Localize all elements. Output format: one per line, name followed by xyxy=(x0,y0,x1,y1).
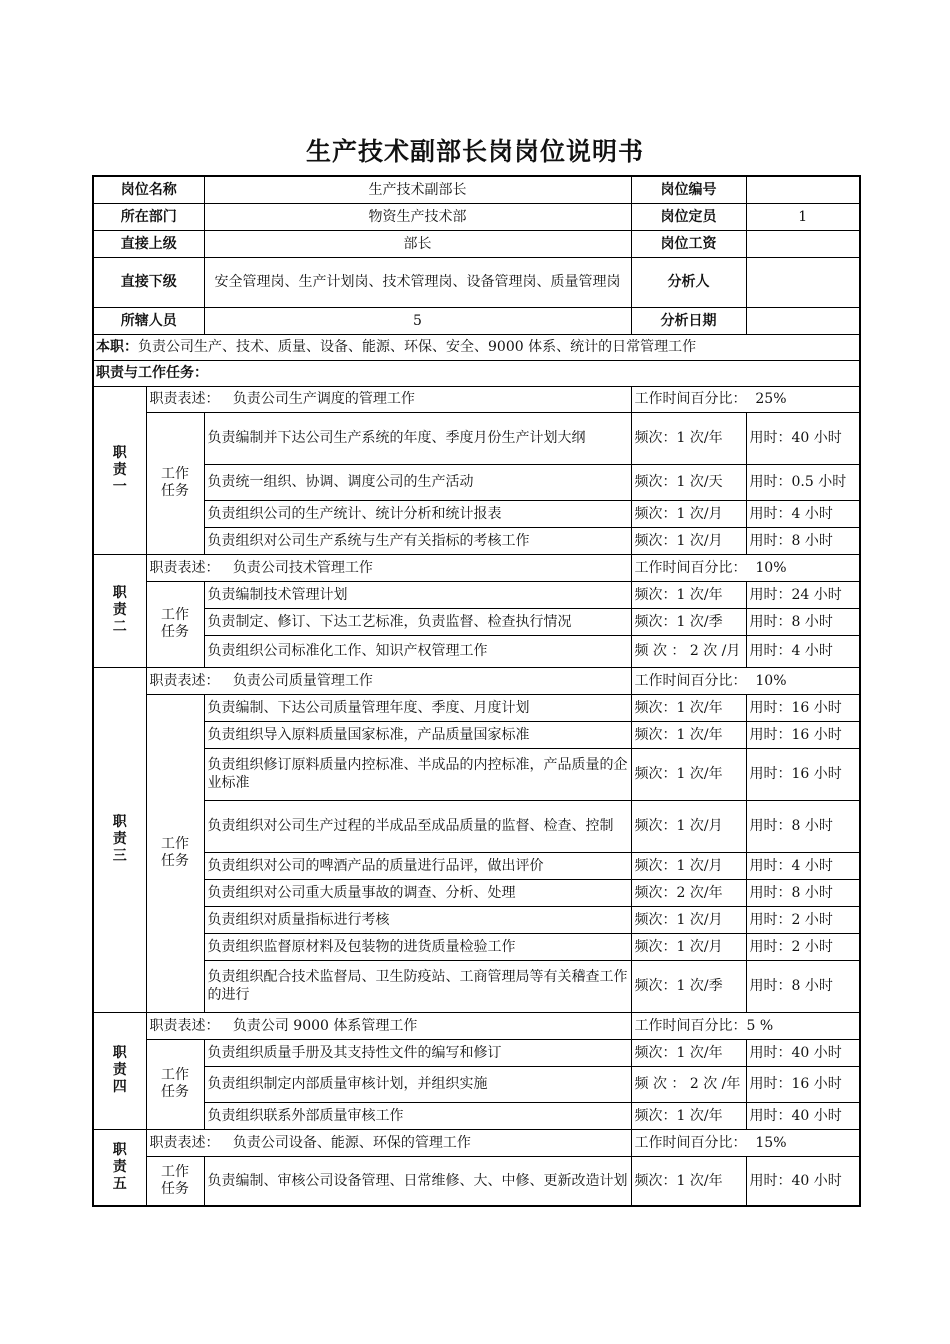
analysis-date-label: 分析日期 xyxy=(631,307,746,334)
task-frequency: 频次：1 次/年 xyxy=(631,694,746,721)
task-row xyxy=(93,464,860,500)
page-title: 生产技术副部长岗岗位说明书 xyxy=(305,137,644,166)
task-frequency: 频次：1 次/年 xyxy=(631,1156,746,1206)
duty-desc-row xyxy=(93,386,860,412)
task-text: 负责组织监督原材料及包装物的进货质量检验工作 xyxy=(204,933,631,960)
position-code-label: 岗位编号 xyxy=(631,176,746,203)
duty-label: 职 责 一 xyxy=(93,386,146,554)
task-text: 负责组织对质量指标进行考核 xyxy=(204,906,631,933)
task-text: 负责组织对公司生产过程的半成品至成品质量的监督、检查、控制 xyxy=(204,800,631,852)
duties-header: 职责与工作任务： xyxy=(96,365,208,381)
duty-desc: 职责表述： 负责公司技术管理工作 xyxy=(146,554,631,581)
task-hours: 用时：8 小时 xyxy=(746,527,860,554)
duties-header-cell xyxy=(93,360,860,386)
task-row xyxy=(93,1039,860,1066)
duty-desc: 职责表述： 负责公司 9000 体系管理工作 xyxy=(146,1012,631,1039)
task-text: 负责组织导入原料质量国家标准，产品质量国家标准 xyxy=(204,721,631,748)
task-hours: 用时：8 小时 xyxy=(746,800,860,852)
task-row xyxy=(93,608,860,635)
row-role xyxy=(93,334,860,360)
duty-time-percent: 工作时间百分比： 10% xyxy=(631,554,860,581)
task-row xyxy=(93,1102,860,1129)
task-text: 负责组织联系外部质量审核工作 xyxy=(204,1102,631,1129)
task-text: 负责组织制定内部质量审核计划，并组织实施 xyxy=(204,1066,631,1102)
task-label: 工作任务 xyxy=(146,1039,204,1129)
task-text: 负责编制、下达公司质量管理年度、季度、月度计划 xyxy=(204,694,631,721)
row-staff xyxy=(93,307,860,334)
task-text: 负责组织对公司重大质量事故的调查、分析、处理 xyxy=(204,879,631,906)
task-hours: 用时：4 小时 xyxy=(746,500,860,527)
task-frequency: 频 次 ： 2 次 /月 xyxy=(631,635,746,667)
task-hours: 用时：8 小时 xyxy=(746,960,860,1012)
duty-label: 职 责 二 xyxy=(93,554,146,667)
task-frequency: 频次：1 次/月 xyxy=(631,906,746,933)
position-name-value: 生产技术副部长 xyxy=(204,176,631,203)
task-frequency: 频 次 ： 2 次 /年 xyxy=(631,1066,746,1102)
task-hours: 用时：4 小时 xyxy=(746,635,860,667)
department-value: 物资生产技术部 xyxy=(204,203,631,230)
task-text: 负责组织公司的生产统计、统计分析和统计报表 xyxy=(204,500,631,527)
task-text: 负责组织配合技术监督局、卫生防疫站、工商管理局等有关稽查工作的进行 xyxy=(204,960,631,1012)
task-frequency: 频次：1 次/月 xyxy=(631,500,746,527)
task-hours: 用时：0.5 小时 xyxy=(746,464,860,500)
task-row xyxy=(93,721,860,748)
task-hours: 用时：2 小时 xyxy=(746,933,860,960)
duty-desc: 职责表述： 负责公司生产调度的管理工作 xyxy=(146,386,631,412)
task-frequency: 频次：1 次/季 xyxy=(631,608,746,635)
task-row xyxy=(93,1156,860,1206)
row-department xyxy=(93,203,860,230)
duty-desc-row xyxy=(93,1129,860,1156)
task-row xyxy=(93,527,860,554)
role-cell xyxy=(93,334,860,360)
task-row xyxy=(93,1066,860,1102)
wage-value xyxy=(746,230,860,257)
task-row xyxy=(93,906,860,933)
task-hours: 用时：16 小时 xyxy=(746,721,860,748)
task-frequency: 频次：1 次/年 xyxy=(631,748,746,800)
superior-value: 部长 xyxy=(204,230,631,257)
task-text: 负责编制、审核公司设备管理、日常维修、大、中修、更新改造计划 xyxy=(204,1156,631,1206)
subordinate-label: 直接下级 xyxy=(93,257,204,307)
task-hours: 用时：40 小时 xyxy=(746,1102,860,1129)
position-code-value xyxy=(746,176,860,203)
task-label: 工作任务 xyxy=(146,1156,204,1206)
task-hours: 用时：16 小时 xyxy=(746,1066,860,1102)
task-text: 负责组织对公司生产系统与生产有关指标的考核工作 xyxy=(204,527,631,554)
row-superior xyxy=(93,230,860,257)
duty-time-percent: 工作时间百分比：5 % xyxy=(631,1012,860,1039)
job-description-table xyxy=(92,175,861,1207)
task-text: 负责组织质量手册及其支持性文件的编写和修订 xyxy=(204,1039,631,1066)
task-hours: 用时：40 小时 xyxy=(746,412,860,464)
task-row xyxy=(93,412,860,464)
staff-value: 5 xyxy=(204,307,631,334)
task-text: 负责编制并下达公司生产系统的年度、季度月份生产计划大纲 xyxy=(204,412,631,464)
duty-label: 职 责 四 xyxy=(93,1012,146,1129)
task-label: 工作任务 xyxy=(146,412,204,554)
quota-label: 岗位定员 xyxy=(631,203,746,230)
task-text: 负责编制技术管理计划 xyxy=(204,581,631,608)
task-row xyxy=(93,694,860,721)
task-row xyxy=(93,800,860,852)
task-row xyxy=(93,635,860,667)
task-row xyxy=(93,960,860,1012)
task-text: 负责组织对公司的啤酒产品的质量进行品评，做出评价 xyxy=(204,852,631,879)
task-frequency: 频次：1 次/年 xyxy=(631,412,746,464)
duty-desc: 职责表述： 负责公司质量管理工作 xyxy=(146,667,631,694)
task-row xyxy=(93,852,860,879)
task-hours: 用时：8 小时 xyxy=(746,879,860,906)
duty-desc-row xyxy=(93,1012,860,1039)
analyst-label: 分析人 xyxy=(631,257,746,307)
duty-desc-row xyxy=(93,667,860,694)
task-row xyxy=(93,879,860,906)
task-label: 工作任务 xyxy=(146,581,204,667)
row-position-name xyxy=(93,176,860,203)
task-frequency: 频次：1 次/月 xyxy=(631,852,746,879)
task-label: 工作任务 xyxy=(146,694,204,1012)
analyst-value xyxy=(746,257,860,307)
task-text: 负责制定、修订、下达工艺标准，负责监督、检查执行情况 xyxy=(204,608,631,635)
task-hours: 用时：8 小时 xyxy=(746,608,860,635)
analysis-date-value xyxy=(746,307,860,334)
task-hours: 用时：40 小时 xyxy=(746,1039,860,1066)
duty-time-percent: 工作时间百分比： 10% xyxy=(631,667,860,694)
staff-label: 所辖人员 xyxy=(93,307,204,334)
position-name-label: 岗位名称 xyxy=(93,176,204,203)
role-label: 本职： xyxy=(96,339,138,355)
task-hours: 用时：40 小时 xyxy=(746,1156,860,1206)
task-hours: 用时：16 小时 xyxy=(746,694,860,721)
task-frequency: 频次：2 次/年 xyxy=(631,879,746,906)
task-frequency: 频次：1 次/年 xyxy=(631,1102,746,1129)
task-hours: 用时：24 小时 xyxy=(746,581,860,608)
task-frequency: 频次：1 次/季 xyxy=(631,960,746,1012)
task-hours: 用时：16 小时 xyxy=(746,748,860,800)
subordinate-value: 安全管理岗、生产计划岗、技术管理岗、设备管理岗、质量管理岗 xyxy=(204,257,631,307)
row-subordinate xyxy=(93,257,860,307)
task-frequency: 频次：1 次/年 xyxy=(631,1039,746,1066)
wage-label: 岗位工资 xyxy=(631,230,746,257)
task-text: 负责组织公司标准化工作、知识产权管理工作 xyxy=(204,635,631,667)
duty-time-percent: 工作时间百分比： 25% xyxy=(631,386,860,412)
duty-label: 职 责 五 xyxy=(93,1129,146,1206)
task-row xyxy=(93,581,860,608)
task-frequency: 频次：1 次/月 xyxy=(631,933,746,960)
task-text: 负责统一组织、协调、调度公司的生产活动 xyxy=(204,464,631,500)
superior-label: 直接上级 xyxy=(93,230,204,257)
task-row xyxy=(93,748,860,800)
quota-value: 1 xyxy=(746,203,860,230)
task-row xyxy=(93,500,860,527)
duty-label: 职 责 三 xyxy=(93,667,146,1012)
task-row xyxy=(93,933,860,960)
duty-time-percent: 工作时间百分比： 15% xyxy=(631,1129,860,1156)
task-frequency: 频次：1 次/年 xyxy=(631,581,746,608)
task-frequency: 频次：1 次/天 xyxy=(631,464,746,500)
task-hours: 用时：4 小时 xyxy=(746,852,860,879)
role-text: 负责公司生产、技术、质量、设备、能源、环保、安全、9000 体系、统计的日常管理工作 xyxy=(138,339,697,355)
row-duties-header xyxy=(93,360,860,386)
duty-desc: 职责表述： 负责公司设备、能源、环保的管理工作 xyxy=(146,1129,631,1156)
task-frequency: 频次：1 次/月 xyxy=(631,800,746,852)
department-label: 所在部门 xyxy=(93,203,204,230)
task-frequency: 频次：1 次/月 xyxy=(631,527,746,554)
task-hours: 用时：2 小时 xyxy=(746,906,860,933)
duty-desc-row xyxy=(93,554,860,581)
task-frequency: 频次：1 次/年 xyxy=(631,721,746,748)
task-text: 负责组织修订原料质量内控标准、半成品的内控标准，产品质量的企业标准 xyxy=(204,748,631,800)
